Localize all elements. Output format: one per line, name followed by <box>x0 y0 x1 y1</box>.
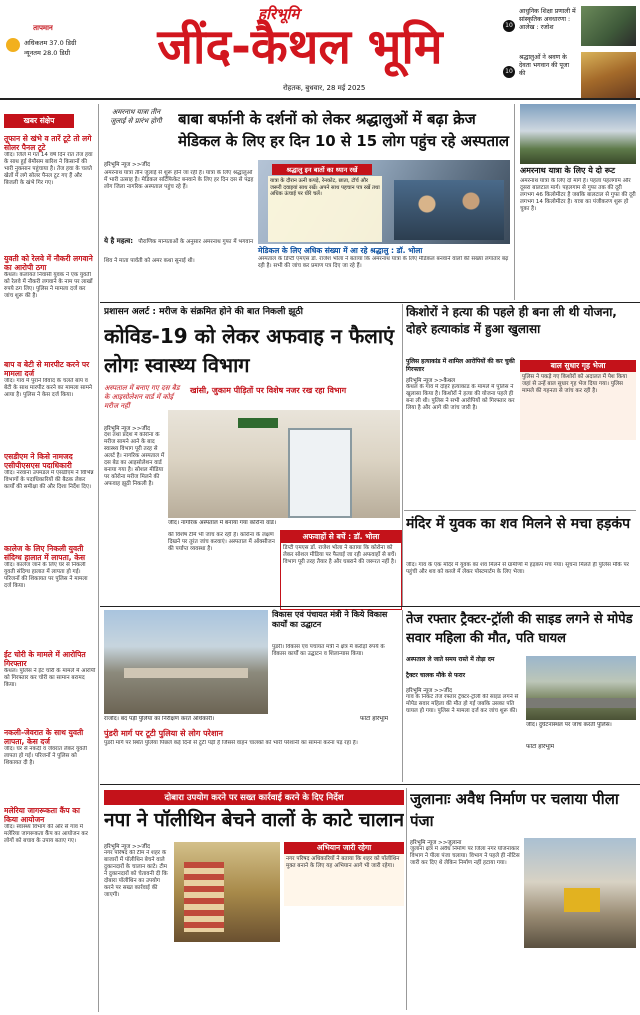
polythene-byline: हरिभूमि न्यूज >>जींद <box>104 844 150 850</box>
polythene-photo <box>174 842 280 942</box>
covid-box <box>280 530 402 610</box>
amarnath-kicker: अमरनाथ यात्रा तीन जुलाई से प्रारंभ होगी <box>110 108 162 125</box>
road-photo-credit: फोटो हरिभूमि <box>360 716 389 722</box>
kishore-byline: हरिभूमि न्यूज >>कैथल <box>406 378 456 384</box>
tractor-headline: तेज रफ्तार ट्रैक्टर-ट्रॉली की साइड लगने से मोपेड सवार महिला की मौत, पति घायल <box>406 612 633 646</box>
covid-box-head: अफवाहों से बचें : डॉ. भोला <box>281 531 401 543</box>
covid-side-note: अस्पताल में बनाए गए दस बैड के आइसोलेशन वार्ड में कोई मरीज नहीं <box>104 384 180 410</box>
kishore-headline: किशोरों ने हत्या की पहले ही बना ली थी योजना, दोहरे हत्याकांड में हुआ खुलासा <box>406 305 617 336</box>
road-photo <box>104 610 268 714</box>
amarnath-text: अमरनाथ यात्रा तीन जुलाई से शुरू होने जा रही है। यात्रा के लिए श्रद्धालुओं में भारी उत्साह है। मेडिकल सर्टिफिकेट बनवाने के लिए हर दिन दस से पंद्रह लोग जिला नागरिक अस्पताल पहुंच रहे हैं। <box>104 170 254 190</box>
amarnath-note-text: पौराणिक मान्यताओं के अनुसार अमरनाथ गुफा में भगवान शिव ने माता पार्वती को अमर कथा सुनाई थी। <box>104 239 254 264</box>
logo-haribhoomi: हरिभूमि <box>258 5 300 23</box>
promo-box-1[interactable] <box>503 4 636 48</box>
brief-1-text: जींद। जिले में गत 14 वर्ष दिन रात तेज हवा के साथ हुई बेमौसम बारिश ने किसानों की भारी नुकसान पहुंचाया है। तेज हवा के चलते खेतों में लगे सोलर पैनल टूट गए हैं और बिजली के खंभे गिर गए। <box>4 152 93 186</box>
lead-photo-people <box>394 180 504 240</box>
tractor-photo-caption: जींद। दुर्घटनास्थल पर जांच करती पुलिस। <box>526 722 612 728</box>
brief-7-text: जींद। घर से नकदी व जेवरात लेकर युवती लापता हो गई। परिजनों ने पुलिस को शिकायत दी है। <box>4 746 87 766</box>
promo-box-2[interactable] <box>503 50 636 100</box>
news-brief-title: खबर संक्षेप <box>4 114 74 128</box>
brief-4-text: जींद। नरवाना उपमंडल में एसडीएम ने विभिन्न विभागों के पदाधिकारियों की बैठक लेकर कार्यों की समीक्षा की और दिशा निर्देश दिए। <box>4 470 94 490</box>
kishore-box-head: बाल सुधार गृह भेजा <box>520 360 636 372</box>
covid-ward-photo <box>168 410 400 518</box>
kishore-bullet: पुलिस हत्याकांड में शामिल आरोपियों की कर चुकी गिरफ्तार <box>406 358 515 373</box>
weather-label: तापमान <box>33 24 53 32</box>
brief-8-text: जींद। स्वास्थ्य विभाग की ओर से गांव में मलेरिया जागरूकता कैंप का आयोजन कर लोगों को बचाव के उपाय बताए गए। <box>4 824 88 844</box>
illegal-byline: हरिभूमि न्यूज >>जुलाना <box>410 840 462 846</box>
tractor-byline: हरिभूमि न्यूज >>जींद <box>406 688 452 694</box>
tractor-bullet-2: ट्रैक्टर चालक मौके से फरार <box>406 672 466 679</box>
covid-photo-caption: जींद। नागरिक अस्पताल में बनाया गया कोरोना वार्ड। <box>168 520 277 526</box>
promo-2-number: 10 <box>503 66 515 78</box>
tractor-bullet-1: अस्पताल ले जाते समय रास्ते में तोड़ा दम <box>406 656 495 663</box>
polythene-text: नगर परिषद की टीम ने शहर के बाजारों में पॉलीथिन बेचने वाले दुकानदारों के चालान काटे। टीम ने दुकानदारों को चेतावनी दी कि दोबारा पॉलीथिन का उपयोग करने पर सख्त कार्रवाई की जाएगी। <box>104 850 168 898</box>
road-sub-head: पुंडरी मार्ग पर टूटी पुलिया से लोग परेशान <box>104 729 223 738</box>
brief-8-headline: मलेरिया जागरूकता कैंप का किया आयोजन <box>4 806 80 824</box>
temp-min: न्यूनतम 28.0 डिग्री <box>24 49 71 57</box>
tractor-text: गांव के निकट तेज रफ्तार ट्रैक्टर-ट्रॉली की साइड लगने से मोपेड सवार महिला की मौत हो गई जबकि उसका पति घायल हो गया। पुलिस ने मामला दर्ज कर जांच शुरू की। <box>406 694 519 714</box>
promo-1-text: आधुनिक शिक्षा प्रणाली में सांस्कृतिक अवधारणा : आलेख : रजोश <box>519 8 576 31</box>
illegal-text: जुलाना क्षेत्र में अवैध निर्माण पर जिला नगर योजनाकार विभाग ने पीला पंजा चलाया। विभाग ने पहले ही नोटिस जारी कर दिए थे लेकिन निर्माण नहीं हटाया गया। <box>410 846 520 866</box>
lead-photo <box>258 160 510 244</box>
kishore-box-text: पुलिस ने पकड़े गए किशोरों को अदालत में पेश किया जहां से उन्हें बाल सुधार गृह भेज दिया गया। पुलिस मामले की गहनता से जांच कर रही है। <box>522 374 627 394</box>
masthead-title: जींद-कैथल भूमि <box>157 19 443 75</box>
amarnath-story <box>104 160 254 300</box>
dateline: रोहतक, बुधवार, 28 मई 2025 <box>283 84 366 92</box>
promo-2-text: श्रद्धालुओं ने श्रवण के देवता भगवान की पूजा की <box>519 54 570 77</box>
brief-3-text: जींद। गांव में पुराने विवाद के चलते बाप व बेटी के साथ मारपीट करने का मामला सामने आया है। पुलिस ने केस दर्ज किया। <box>4 378 93 398</box>
lead-caption-text: अस्पताल के डिप्टी एमएस डॉ. राजेश भोला ने बताया कि अमरनाथ यात्रा के लिए मेडिकल बनवाने वालों की संख्या लगातार बढ़ रही है। सभी की जांच कर प्रमाण पत्र दिए जा रहे हैं। <box>258 256 509 269</box>
amarnath-note-head: ये है महत्व: <box>104 237 134 245</box>
lead-headline: बाबा बर्फानी के दर्शनों को लेकर श्रद्धालुओं में बढ़ा क्रेज मेडिकल के लिए हर दिन 10 से 15 लोग पहुंच रहे अस्पताल <box>178 110 510 150</box>
polythene-box-head: अभियान जारी रहेगा <box>284 842 404 854</box>
road-text: पुंडरी। विकास एवं पंचायत मंत्री ने क्षेत्र में करोड़ों रुपये के विकास कार्यों का उद्घाटन व शिलान्यास किया। <box>272 644 385 657</box>
sun-icon <box>6 38 20 52</box>
brief-4-headline: एसडीएम ने किसे नामजद एसीपीएसएस पदाधिकारी <box>4 452 73 470</box>
tractor-photo-credit: फोटो हरिभूमि <box>526 744 555 750</box>
covid-byline: हरिभूमि न्यूज >>जींद <box>104 426 150 432</box>
lead-photo-banner: श्रद्धालु इन बातों का ध्यान रखें <box>272 164 372 175</box>
covid-subhead: खांसी, जुकाम पीड़ितों पर विशेष नजर रख रहा विभाग <box>190 386 347 395</box>
polythene-headline: नपा ने पॉलीथिन बेचने वालों के काटे चालान <box>104 809 404 831</box>
brief-7-headline: नकली-जेवरात के साथ युवती लापता, केस दर्ज <box>4 728 84 746</box>
illegal-photo <box>524 838 636 948</box>
weather-box <box>4 24 82 74</box>
lead-photo-tips: यात्रा के दौरान ऊनी कपड़े, रेनकोट, छाता, टॉर्च और जरूरी दवाइयां साथ रखें। अपने साथ पहचान पत्र रखें तथा अधिक ऊंचाई पर धीरे चलें। <box>268 176 382 242</box>
brief-6-text: कैथल। पुलिस ने ईट चोरी के मामले में आरोपी को गिरफ्तार कर चोरी का सामान बरामद किया। <box>4 668 96 688</box>
right-top-photo <box>520 104 636 164</box>
temp-max: अधिकतम 37.0 डिग्री <box>24 39 77 47</box>
illegal-photo-jcb <box>564 888 600 912</box>
temple-headline: मंदिर में युवक का शव मिलने से मचा हड़कंप <box>406 516 631 532</box>
road-photo-bridge <box>124 668 248 678</box>
illegal-headline: जुलानाः अवैध निर्माण पर चलाया पीला पंजा <box>410 790 619 830</box>
tractor-photo <box>526 656 636 720</box>
covid-text-2: की विशेष टीमें भी जांच कर रही हैं। कोरोना के लक्षण दिखने पर तुरंत जांच करवाएं। अस्पताल में ऑक्सीजन की पर्याप्त व्यवस्था है। <box>168 532 275 552</box>
amarnath-byline: हरिभूमि न्यूज >>जींद <box>104 162 150 168</box>
road-photo-caption: राजौंद। बंद पड़ी पुलिया का निरीक्षण करते अधिकारी। <box>104 716 215 722</box>
brief-3-headline: बाप व बेटी से मारपीट करने पर मामला दर्ज <box>4 360 90 378</box>
temple-text: जींद। गांव के एक मंदिर में युवक का शव मिलने से ग्रामीणों में हड़कंप मच गया। सूचना मिलते ही पुलिस मौके पर पहुंची और शव को कब्जे में लेकर पोस्टमार्टम के लिए भेजा। <box>406 562 629 575</box>
brief-6-headline: ईट चोरी के मामले में आरोपित गिरफ्तार <box>4 650 86 668</box>
left-column <box>4 114 96 1009</box>
road-sub-text: पुंडरी मार्ग पर स्थित पुलिया पिछले कई दिनों से टूटी पड़ी है जिससे वाहन चालकों को भारी परेशानी का सामना करना पड़ रहा है। <box>104 740 358 746</box>
polythene-box <box>284 842 404 906</box>
covid-ward-door <box>288 428 352 518</box>
road-headline: विकास एवं पंचायत मंत्री ने किये विकास कार्यों का उद्घाटन <box>272 610 388 629</box>
kishore-box <box>520 360 636 440</box>
covid-ward-sign <box>238 418 278 428</box>
brief-2-headline: युवती को रेलवे में नौकरी लगवाने का आरोपी ठगा <box>4 254 93 272</box>
brief-1-headline: तूफान से खंभे व तारें टूटे तो लगे सोलर पैनल टूटे <box>4 134 92 152</box>
covid-text: देश तथा प्रदेश में कोरोना के मरीज सामने आने के बाद स्वास्थ्य विभाग पूरी तरह से अलर्ट है। नागरिक अस्पताल में दस बेड का आइसोलेशन वार्ड बनाया गया है। सोशल मीडिया पर कोरोना मरीज मिलने की अफवाह झूठी निकली है। <box>104 432 165 487</box>
polythene-photo-shop <box>184 862 224 932</box>
right-top-headline: अमरनाथ यात्रा के लिए ये दो रूट <box>520 166 615 175</box>
polythene-kicker: दोबारा उपयोग करने पर सख्त कार्रवाई करने के दिए निर्देश <box>104 790 404 805</box>
tractor-photo-road <box>526 698 636 708</box>
promo-1-photo <box>581 6 636 46</box>
covid-kicker: प्रशासन अलर्ट : मरीज के संक्रमित होने की बात निकली झूठी <box>104 307 303 317</box>
promo-1-number: 10 <box>503 20 515 32</box>
promo-2-photo <box>581 52 636 98</box>
brief-5-text: जींद। कालेज जाने के लिए घर से निकली युवती संदिग्ध हालात में लापता हो गई। परिजनों की शिकायत पर पुलिस ने मामला दर्ज किया। <box>4 562 88 589</box>
brief-5-headline: कालेज के लिए निकली युवती संदिग्ध हालात में लापता, केस <box>4 544 86 562</box>
right-top-text: अमरनाथ यात्रा के लिए दो मार्ग हैं। पहला पहलगाम और दूसरा बालटाल मार्ग। पहलगाम से गुफा तक की दूरी लगभग 46 किलोमीटर है जबकि बालटाल से गुफा की दूरी लगभग 14 किलोमीटर है। यात्रा का पंजीकरण शुरू हो चुका है। <box>520 178 636 212</box>
lead-caption: मेडिकल के लिए अधिक संख्या में आ रहे श्रद्धालु : डॉ. भोला <box>258 246 423 255</box>
polythene-box-text: नगर परिषद अधिकारियों ने बताया कि शहर को पॉलीथिन मुक्त बनाने के लिए यह अभियान आगे भी जारी रहेगा। <box>286 856 400 869</box>
covid-box-text: डिप्टी एमएस डॉ. राजेश भोला ने बताया कि कोरोना को लेकर सोशल मीडिया पर फैलाई जा रही अफवाहों से बचें। विभाग पूरी तरह तैयार है और घबराने की जरूरत नहीं है। <box>283 545 397 565</box>
kishore-text: कैथल के गांव में दोहरे हत्याकांड के मामले में पुलिस ने खुलासा किया है। किशोरों ने हत्या की योजना पहले ही बना ली थी। पुलिस ने सभी आरोपियों को गिरफ्तार कर लिया है और आगे की जांच जारी है। <box>406 384 515 411</box>
covid-headline: कोविड-19 को लेकर अफवाह न फैलाएं लोगः स्वास्थ्य विभाग <box>104 324 395 377</box>
brief-2-text: कैथल। कलायत निवासी युवक ने एक युवती को रेलवे में नौकरी लगवाने के नाम पर लाखों रुपये ठग लिए। पुलिस ने मामला दर्ज कर जांच शुरू की है। <box>4 272 93 299</box>
